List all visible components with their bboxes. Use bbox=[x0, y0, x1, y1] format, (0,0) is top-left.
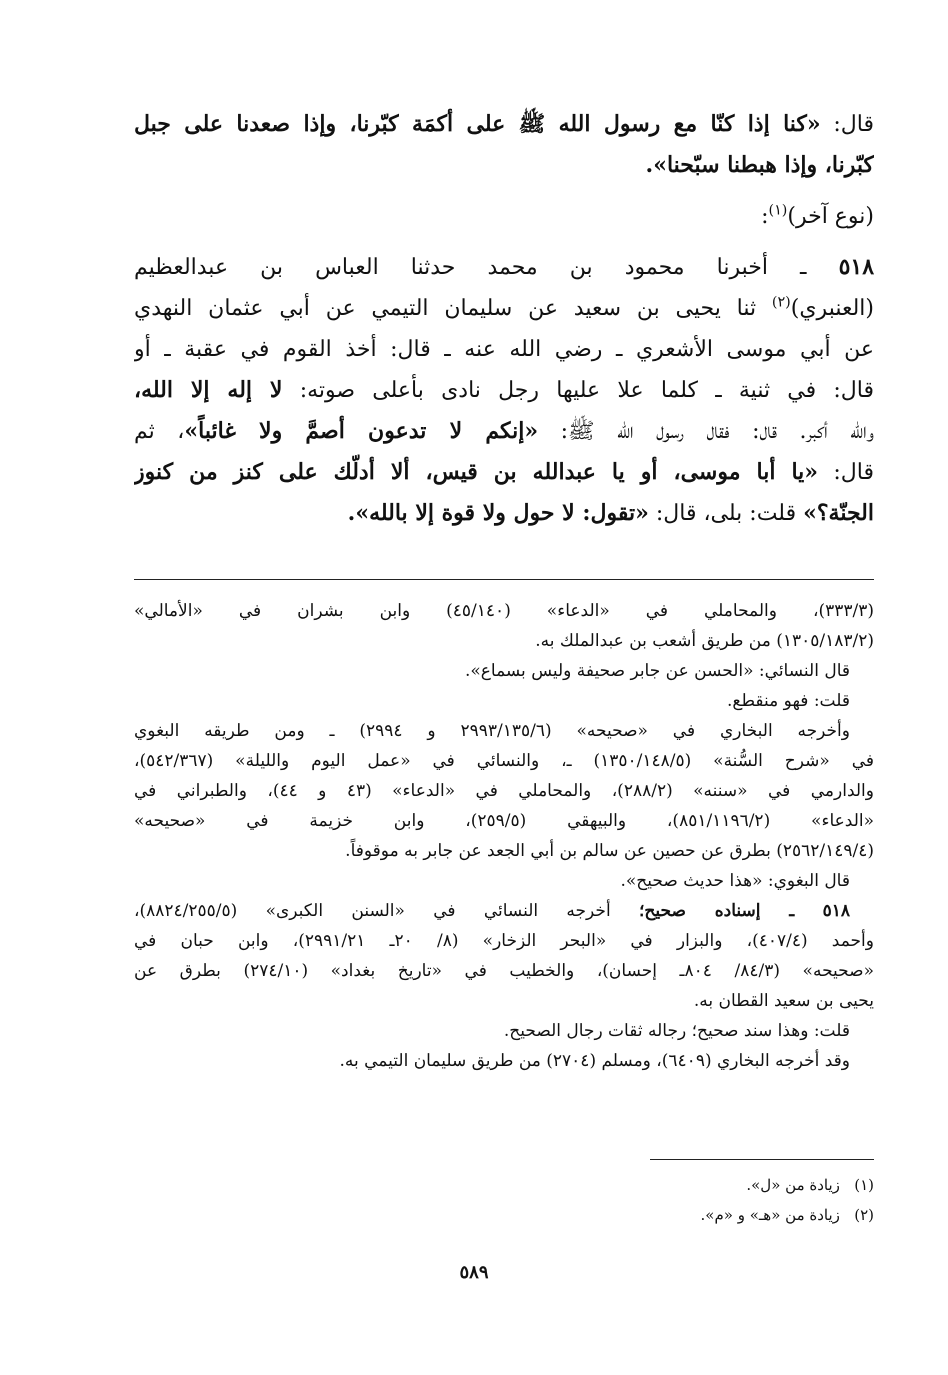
hadith-quote: كبّرنا، وإذا هبطنا سبّحنا». bbox=[645, 152, 874, 178]
main-line: قال: «كنا إذا كنّا مع رسول الله ﷺ على أكمَة كبّرنا، وإذا صعدنا على جبل bbox=[134, 111, 874, 137]
main-line bbox=[134, 145, 874, 186]
note-line: قال النسائي: «الحسن عن جابر صحيفة وليس بسماع». bbox=[464, 661, 850, 681]
hadith-quote: «يا أبا موسى، أو يا عبدالله بن قيس، ألا أدلّك على كنز من كنوز bbox=[134, 459, 819, 485]
note-line: والدارمي في «سننه» (٢٨٨/٢)، والمحاملي في «الدعاء» (٤٣ و ٤٤)، والطبراني في bbox=[134, 781, 874, 801]
main-line: عن أبي موسى الأشعري ـ رضي الله عنه ـ قال: أخذ القوم في عقبة ـ أو bbox=[134, 337, 874, 362]
main-line: (العنبري)$^{(٢)}$ ثنا يحيى بن سعيد عن سليمان التيمي عن أبي عثمان النهدي bbox=[134, 294, 874, 321]
footnotes bbox=[134, 1170, 874, 1230]
note-line: قال البغوي: «هذا حديث صحيح». bbox=[620, 871, 850, 891]
hadith-quote: «تقول: لا حول ولا قوة إلا بالله». bbox=[347, 500, 649, 526]
footnote-text: زيادة من «ل». bbox=[746, 1176, 840, 1194]
footnote bbox=[134, 1200, 874, 1230]
hadith-number: ٥١٨ bbox=[838, 254, 874, 280]
note-line: (٢٥٦٢/١٤٩/٤) بطرق عن حصين عن سالم بن أبي الجعد عن جابر به موقوفاً. bbox=[345, 841, 874, 861]
main-line: الجنّة؟» قلت: بلى، قال: «تقول: لا حول ولا قوة إلا بالله». bbox=[347, 500, 874, 526]
note-line: (٣٣٣/٣)، والمحاملي في «الدعاء» (٤٥/١٤٠) وابن بشران في «الأمالي» bbox=[134, 601, 874, 621]
main-line: قال: في ثنية ـ كلما علا عليها رجل نادى بأعلى صوته: لا إله إلا الله، bbox=[134, 377, 874, 403]
note-line: وقد أخرجه البخاري (٦٤٠٩)، ومسلم (٢٧٠٤) من طريق سليمان التيمي به. bbox=[339, 1051, 850, 1071]
hadith-number-line: ٥١٨ ـ أخبرنا محمود بن محمد حدثنا العباس بن عبدالعظيم bbox=[134, 254, 874, 280]
footnote-number: (١) bbox=[854, 1176, 874, 1194]
section-heading: (نوع آخر)$^{(١)}$: bbox=[761, 202, 874, 229]
note-line: قلت: وهذا سند صحيح؛ رجاله ثقات رجال الصحيح. bbox=[503, 1021, 850, 1041]
footnote-marker: (٢) bbox=[771, 294, 791, 311]
hadith-quote: الجنّة؟» bbox=[803, 500, 874, 526]
footnote-number: (٢) bbox=[854, 1206, 874, 1224]
hadith-quote: «كنا إذا كنّا مع رسول الله ﷺ على أكمَة كبّرنا، وإذا صعدنا على جبل bbox=[134, 111, 821, 137]
footnote-marker: (١) bbox=[768, 202, 788, 219]
hadith-quote: «إنكم لا تدعون أصمَّ ولا غائباً» bbox=[184, 418, 539, 444]
note-hadith-number: ٥١٨ bbox=[822, 901, 850, 921]
note-line: يحيى بن سعيد القطان به. bbox=[693, 991, 874, 1011]
note-line: وأحمد (٤٠٧/٤)، والبزار في «البحر الزخار» (٨/ ٢٠ـ ٢٩٩١/٢١)، وابن حبان في bbox=[134, 931, 874, 951]
note-line: «الدعاء» (٨٥١/١١٩٦/٢)، والبيهقي (٢٥٩/٥)، وابن خزيمة في «صحيحه» bbox=[134, 811, 874, 831]
grading: ـ إسناده صحيح؛ bbox=[638, 901, 795, 921]
commentary-notes bbox=[134, 596, 874, 1076]
main-text bbox=[134, 104, 874, 534]
note-line: «صحيحه» (٨٤/٣/ ٨٠٤ـ إحسان)، والخطيب في «تاريخ بغداد» (٢٧٤/١٠) بطرق عن bbox=[134, 961, 874, 981]
note-line: في «شرح السُّنة» (١٣٥٠/١٤٨/٥) ـ، والنسائي في «عمل اليوم والليلة» (٥٤٢/٣٦٧)، bbox=[134, 751, 874, 771]
main-line: والله أكبر. قال: فقال رسول الله ﷺ: «إنكم لا تدعون أصمَّ ولا غائباً»، ثم bbox=[134, 418, 874, 444]
note-line: ٥١٨ ـ إسناده صحيح؛ أخرجه النسائي في «السنن الكبرى» (٨٨٢٤/٢٥٥/٥)، bbox=[134, 901, 850, 921]
note-line: قلت: فهو منقطع. bbox=[727, 691, 850, 711]
commentary-separator bbox=[134, 579, 874, 580]
footnote bbox=[134, 1170, 874, 1200]
page-number: ٥٨٩ bbox=[459, 1262, 489, 1283]
main-line: قال: «يا أبا موسى، أو يا عبدالله بن قيس، ألا أدلّك على كنز من كنوز bbox=[134, 459, 874, 485]
hadith-quote: لا إله إلا الله، bbox=[134, 377, 283, 403]
footnote-text: زيادة من «هـ» و «م». bbox=[700, 1206, 840, 1224]
note-line: (١٣٠٥/١٨٣/٢) من طريق أشعب بن عبدالملك به. bbox=[535, 631, 874, 651]
note-line: وأخرجه البخاري في «صحيحه» (٢٩٩٣/١٣٥/٦ و ٢٩٩٤) ـ ومن طريقه البغوي bbox=[134, 721, 850, 741]
footnote-separator bbox=[650, 1159, 874, 1160]
